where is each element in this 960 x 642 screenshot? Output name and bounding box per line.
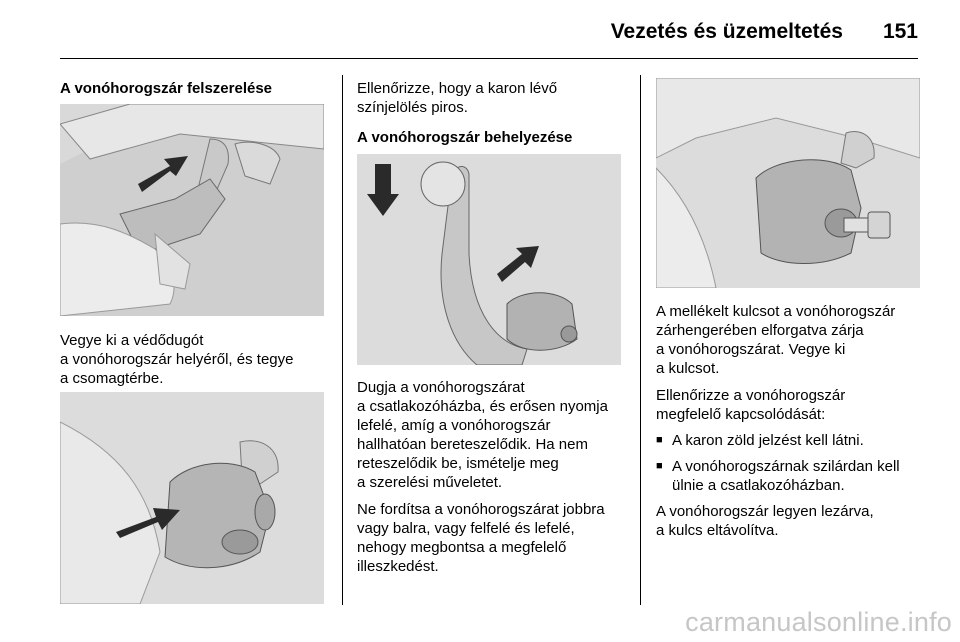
- text-line: a csomagtérbe.: [60, 370, 164, 387]
- text-line: megfelelő kapcsolódását:: [656, 406, 826, 423]
- section-heading-mount: A vonóhorogszár felszerelése: [60, 80, 273, 97]
- text-line: a szerelési műveletet.: [357, 474, 503, 491]
- text-line: Ne fordítsa a vonóhorogszárat jobbra: [357, 501, 605, 518]
- text-line: a kulcs eltávolítva.: [656, 522, 779, 539]
- text-line: nehogy megbontsa a megfelelő: [357, 539, 567, 556]
- figure-remove-cap: [60, 104, 324, 316]
- text-line: Ellenőrizze, hogy a karon lévő: [357, 80, 558, 97]
- text-line: A karon zöld jelzést kell látni.: [672, 432, 864, 449]
- figure-lock-key: [656, 78, 920, 288]
- text-line: színjelölés piros.: [357, 99, 468, 116]
- text-line: A vonóhorogszárnak szilárdan kell: [672, 458, 900, 475]
- text-line: Vegye ki a védődugót: [60, 332, 204, 349]
- page-header: [60, 0, 918, 59]
- list-item: [656, 431, 926, 450]
- page-number: 151: [882, 20, 918, 43]
- figure-socket-housing: [60, 392, 324, 604]
- text-line: a vonóhorogszár helyéről, és tegye: [60, 351, 294, 368]
- text-line: illeszkedést.: [357, 558, 439, 575]
- column-divider-2: [640, 75, 641, 605]
- text-line: Dugja a vonóhorogszárat: [357, 379, 525, 396]
- text-line: A vonóhorogszár legyen lezárva,: [656, 503, 874, 520]
- text-line: a kulcsot.: [656, 360, 720, 377]
- text-line: lefelé, amíg a vonóhorogszár: [357, 417, 551, 434]
- section-heading-insert: A vonóhorogszár behelyezése: [357, 129, 573, 146]
- text-line: hallhatóan bereteszelődik. Ha nem: [357, 436, 588, 453]
- text-insert-instructions: [357, 378, 632, 576]
- text-line: Ellenőrizze a vonóhorogszár: [656, 387, 846, 404]
- text-line: reteszelődik be, ismételje meg: [357, 455, 559, 472]
- text-lock-instructions: [656, 302, 926, 540]
- text-line: zárhengerében elforgatva zárja: [656, 322, 864, 339]
- header-title: Vezetés és üzemeltetés: [610, 20, 843, 43]
- bullet-square-icon: ■: [656, 434, 663, 446]
- figure-insert-bar: [357, 154, 621, 365]
- watermark: carmanualsonline.info: [685, 607, 952, 637]
- text-line: vagy balra, vagy felfelé és lefelé,: [357, 520, 575, 537]
- text-line: ülnie a csatlakozóházban.: [672, 477, 845, 494]
- list-item: [656, 457, 926, 495]
- text-check-color: [357, 79, 629, 117]
- text-remove-cap: [60, 331, 330, 388]
- text-line: a csatlakozóházba, és erősen nyomja: [357, 398, 608, 415]
- column-divider-1: [342, 75, 343, 605]
- text-line: a vonóhorogszárat. Vegye ki: [656, 341, 846, 358]
- bullet-square-icon: ■: [656, 460, 663, 472]
- text-line: A mellékelt kulcsot a vonóhorogszár: [656, 303, 896, 320]
